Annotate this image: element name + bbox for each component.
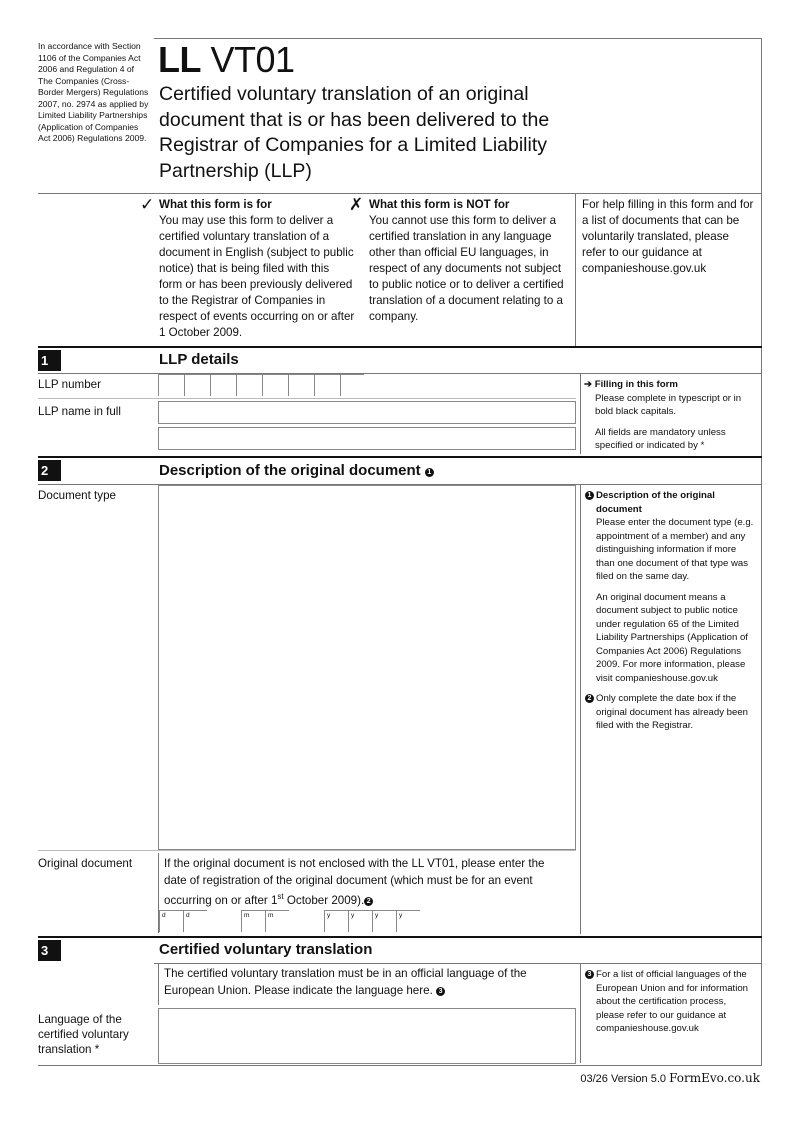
- note-2-marker: 2: [364, 897, 373, 906]
- section-2-title-text: Description of the original document: [159, 462, 421, 479]
- llp-name-label: LLP name in full: [38, 405, 121, 418]
- help-text: For help filling in this form and for a list of documents that can be voluntarily translated, please refer to our guidance at companieshouse.gov.uk: [582, 198, 754, 275]
- document-type-input[interactable]: [158, 485, 576, 850]
- ordinal-suffix: st: [277, 892, 284, 901]
- llp-name-input-line-1[interactable]: [158, 401, 576, 424]
- date-year-cell[interactable]: y: [348, 910, 372, 932]
- cross-icon: ✗: [349, 195, 364, 214]
- date-year-cell[interactable]: y: [372, 910, 396, 932]
- section-3-subrule: [154, 963, 761, 964]
- llp-number-label: LLP number: [38, 378, 101, 391]
- llp-number-cell[interactable]: [340, 374, 364, 396]
- llp-number-underline: [38, 398, 576, 399]
- date-day-cell[interactable]: d: [183, 910, 207, 932]
- what-form-is-for-text: You may use this form to deliver a certified voluntary translation of a document in English (subject to public notice) that is being filed with this form or has been previously delivered to the Registrar of Companies in respect of events occurring on or after 1 October 2009.: [159, 214, 355, 339]
- original-document-text-a: If the original document is not enclosed with the LL VT01, please enter the date of registration of the original document (which must be for an event occurring on or after 1: [164, 857, 545, 907]
- note-3-icon: 3: [585, 970, 594, 979]
- note-3-marker: 3: [436, 987, 445, 996]
- section-2-number: 2: [38, 460, 61, 481]
- section-1-title: LLP details: [159, 351, 239, 368]
- section-1-number: 1: [38, 350, 61, 371]
- registration-date-input[interactable]: [159, 910, 429, 932]
- page-bottom-rule: [38, 1065, 761, 1066]
- intro-divider: [575, 193, 576, 346]
- llp-number-cell[interactable]: [314, 374, 340, 396]
- what-form-is-for-heading: What this form is for: [159, 198, 272, 211]
- llp-number-cell[interactable]: [184, 374, 210, 396]
- llp-number-cell[interactable]: [158, 374, 184, 396]
- document-type-underline: [38, 850, 576, 851]
- date-year-cell[interactable]: y: [396, 910, 420, 932]
- llp-number-cell[interactable]: [262, 374, 288, 396]
- section-1-subrule: [38, 373, 761, 374]
- original-document-label: Original document: [38, 857, 133, 870]
- what-form-is-not-for-text: You cannot use this form to deliver a certified translation in any language other than official EU languages, in respect of any documents not subject to public notice or to deliver a certified translation of a document relating to a company.: [369, 214, 564, 323]
- filling-in-text: Please complete in typescript or in bold black capitals.: [595, 392, 742, 417]
- section-2-side-notes: [585, 489, 755, 733]
- section-3-instruction-border: [158, 963, 159, 1005]
- translation-instruction: [164, 966, 570, 999]
- original-document-text-b: October 2009).: [283, 893, 365, 907]
- section-3-side-note: [585, 968, 755, 1036]
- section-1-side-note: [584, 378, 756, 453]
- note-2-text: Only complete the date box if the original document has already been filed with the Registrar.: [596, 693, 749, 731]
- footer-version: 03/26 Version 5.0: [580, 1073, 666, 1085]
- footer: [580, 1071, 760, 1085]
- translation-instruction-text: The certified voluntary translation must be in an official language of the European Union. Please indicate the language here.: [164, 967, 527, 997]
- note-1-text: Please enter the document type (e.g. appointment of a member) and any distinguishing information if more than one document of that type was filed on the same day.: [596, 517, 754, 582]
- footer-brand: FormEvo.co.uk: [669, 1071, 760, 1085]
- section-3-number: 3: [38, 940, 61, 961]
- filling-in-heading: Filling in this form: [594, 379, 678, 390]
- header-divider: [38, 193, 761, 194]
- section-1-side-divider: [580, 373, 581, 454]
- arrow-right-icon: ➔: [584, 379, 593, 390]
- document-type-label: Document type: [38, 489, 116, 502]
- form-prefix: LL: [158, 39, 201, 80]
- section-1-rule: [38, 346, 762, 348]
- language-label: Language of the certified voluntary translation *: [38, 1013, 129, 1056]
- note-2-icon: 2: [585, 694, 594, 703]
- date-year-cell[interactable]: y: [324, 910, 348, 932]
- section-2-side-divider: [580, 484, 581, 934]
- section-3-side-divider: [580, 963, 581, 1063]
- llp-number-input[interactable]: [158, 374, 368, 396]
- legal-reference: In accordance with Section 1106 of the Companies Act 2006 and Regulation 4 of The Companies (Cross-Border Mergers) Regulations 2007, no. 2974 as applied by Limited Liability Partnerships (Application of Companies Act 2006) Regulations 2009.: [38, 41, 149, 143]
- what-form-is-for: [159, 197, 355, 341]
- form-title: Certified voluntary translation of an original document that is or has been delivered to the Registrar of Companies for a Limited Liability Partnership (LLP): [159, 83, 550, 182]
- date-month-cell[interactable]: m: [265, 910, 289, 932]
- note-1-icon: 1: [585, 491, 594, 500]
- mandatory-fields-text: All fields are mandatory unless specified or indicated by *: [595, 426, 726, 451]
- llp-number-cell[interactable]: [236, 374, 262, 396]
- form-code: [158, 40, 295, 80]
- page-right-border: [761, 38, 762, 1066]
- section-3-title: Certified voluntary translation: [159, 941, 373, 958]
- what-form-is-not-for-heading: What this form is NOT for: [369, 198, 510, 211]
- section-3-rule: [38, 936, 762, 938]
- date-day-cell[interactable]: d: [159, 910, 183, 932]
- original-document-instruction: [164, 856, 570, 909]
- language-input[interactable]: [158, 1008, 576, 1064]
- note-1-text-2: An original document means a document subject to public notice under regulation 65 of the Limited Liability Partnerships (Application of Companies Act 2006) Regulations 2009. For more information, please visit companieshouse.gov.uk: [596, 591, 748, 684]
- date-month-cell[interactable]: m: [241, 910, 265, 932]
- llp-name-input-line-2[interactable]: [158, 427, 576, 450]
- note-1-heading: Description of the original document: [596, 490, 715, 515]
- section-2-title: [159, 461, 434, 481]
- check-icon: ✓: [140, 195, 155, 214]
- section-2-rule: [38, 456, 762, 458]
- llp-number-cell[interactable]: [288, 374, 314, 396]
- note-1-marker: 1: [425, 468, 434, 477]
- form-code-number: VT01: [210, 39, 295, 80]
- note-3-text: For a list of official languages of the European Union and for information about the certification process, please refer to our guidance at companieshouse.gov.uk: [596, 969, 748, 1034]
- llp-number-cell[interactable]: [210, 374, 236, 396]
- what-form-is-not-for: [369, 197, 571, 325]
